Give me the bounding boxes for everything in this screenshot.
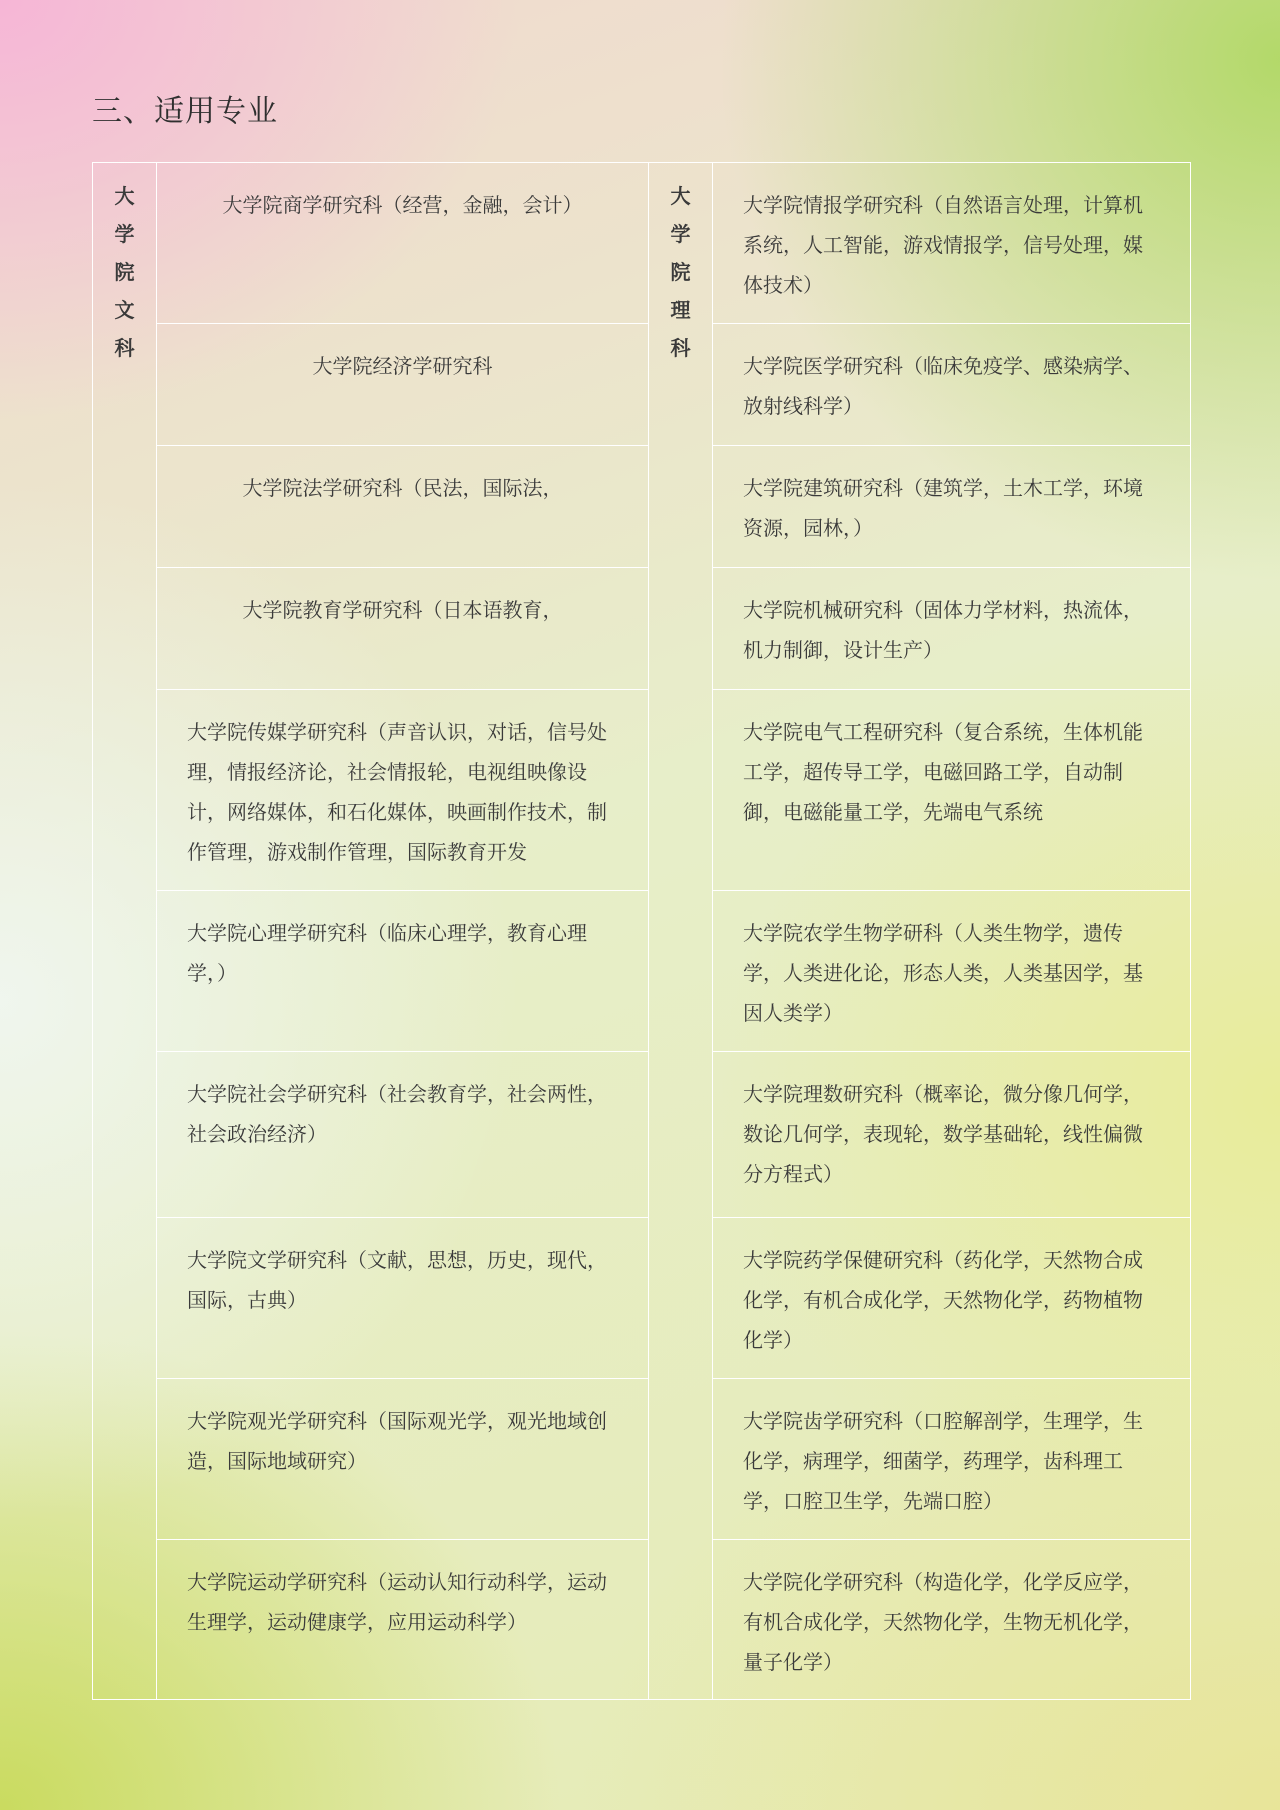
category-humanities (93, 163, 157, 1700)
section-title: 三、适用专业 (92, 94, 278, 129)
science-program: 大学院建筑研究科（建筑学，土木工学，环境资源，园林，） (713, 446, 1191, 568)
humanities-program: 大学院运动学研究科（运动认知行动科学，运动生理学，运动健康学，应用运动科学） (157, 1540, 649, 1700)
table-row (93, 1052, 1191, 1218)
humanities-program: 大学院教育学研究科（日本语教育， (157, 568, 649, 690)
science-program: 大学院情报学研究科（自然语言处理，计算机系统，人工智能，游戏情报学，信号处理，媒体技术） (713, 163, 1191, 324)
category-label-humanities: 大学院文科 (114, 184, 135, 360)
category-label-sciences: 大学院理科 (670, 184, 691, 360)
science-program: 大学院电气工程研究科（复合系统，生体机能工学，超传导工学，电磁回路工学，自动制御，电磁能量工学，先端电气系统 (713, 690, 1191, 891)
humanities-program: 大学院经济学研究科 (157, 324, 649, 446)
humanities-program: 大学院法学研究科（民法，国际法， (157, 446, 649, 568)
category-sciences (649, 163, 713, 1700)
science-program: 大学院齿学研究科（口腔解剖学，生理学，生化学，病理学，细菌学，药理学，齿科理工学，口腔卫生学，先端口腔） (713, 1379, 1191, 1540)
humanities-program: 大学院心理学研究科（临床心理学，教育心理学，） (157, 891, 649, 1052)
table-row (93, 324, 1191, 446)
science-program: 大学院农学生物学研科（人类生物学，遗传学，人类进化论，形态人类，人类基因学，基因人类学） (713, 891, 1191, 1052)
science-program: 大学院医学研究科（临床免疫学、感染病学、放射线科学） (713, 324, 1191, 446)
table-row (93, 1540, 1191, 1700)
table-row (93, 1379, 1191, 1540)
majors-table (92, 162, 1191, 1700)
science-program: 大学院化学研究科（构造化学，化学反应学，有机合成化学，天然物化学，生物无机化学，量子化学） (713, 1540, 1191, 1700)
table-row (93, 163, 1191, 324)
humanities-program: 大学院传媒学研究科（声音认识，对话，信号处理，情报经济论，社会情报轮，电视组映像设计，网络媒体，和石化媒体，映画制作技术，制作管理，游戏制作管理，国际教育开发 (157, 690, 649, 891)
science-program: 大学院药学保健研究科（药化学，天然物合成化学，有机合成化学，天然物化学，药物植物化学） (713, 1218, 1191, 1379)
table-row (93, 690, 1191, 891)
humanities-program: 大学院社会学研究科（社会教育学，社会两性，社会政治经济） (157, 1052, 649, 1218)
humanities-program: 大学院文学研究科（文献，思想，历史，现代，国际，古典） (157, 1218, 649, 1379)
humanities-program: 大学院观光学研究科（国际观光学，观光地域创造，国际地域研究） (157, 1379, 649, 1540)
science-program: 大学院机械研究科（固体力学材料，热流体，机力制御，设计生产） (713, 568, 1191, 690)
table-row (93, 446, 1191, 568)
humanities-program: 大学院商学研究科（经营，金融，会计） (157, 163, 649, 324)
science-program: 大学院理数研究科（概率论，微分像几何学，数论几何学，表现轮，数学基础轮，线性偏微分方程式） (713, 1052, 1191, 1218)
table-row (93, 891, 1191, 1052)
table-row (93, 1218, 1191, 1379)
table-row (93, 568, 1191, 690)
